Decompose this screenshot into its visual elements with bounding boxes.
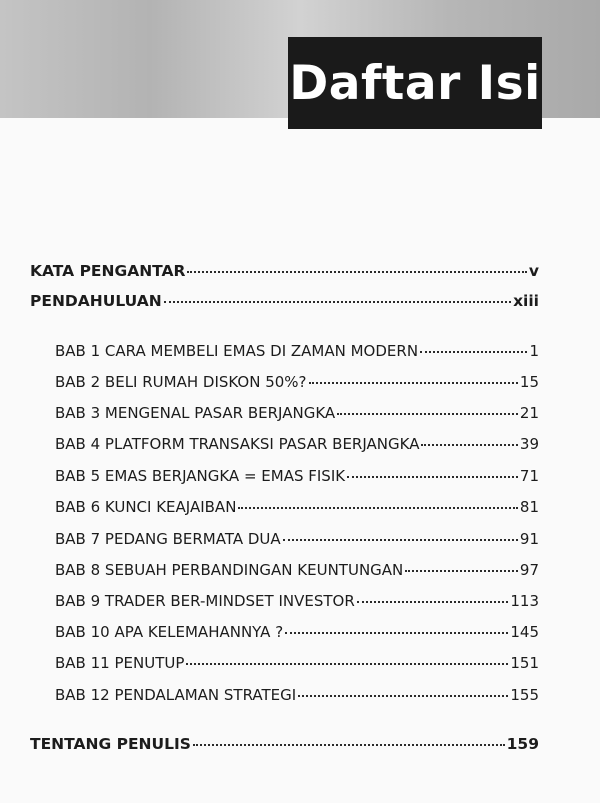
- toc-entry-label: KATA PENGANTAR: [30, 262, 186, 280]
- toc-entry-label: BAB 7 PEDANG BERMATA DUA: [55, 530, 281, 548]
- toc-leader-dots: [421, 444, 517, 446]
- toc-leader-dots: [186, 663, 508, 665]
- toc-entry-bab-5: [55, 467, 539, 495]
- toc-entry-page: 97: [519, 561, 539, 579]
- toc-leader-dots: [309, 382, 518, 384]
- toc-entry-label: BAB 10 APA KELEMAHANNYA ?: [55, 623, 284, 641]
- toc-entry-bab-12: [55, 686, 539, 714]
- toc-entry-pendahuluan: [30, 292, 539, 320]
- toc-entry-label: BAB 9 TRADER BER-MINDSET INVESTOR: [55, 592, 355, 610]
- toc-entry-page: 151: [510, 654, 539, 672]
- toc-entry-page: 159: [506, 735, 539, 753]
- toc-entry-bab-2: [55, 373, 539, 401]
- toc-entry-label: BAB 2 BELI RUMAH DISKON 50%?: [55, 373, 307, 391]
- toc-leader-dots: [283, 539, 518, 541]
- toc-entry-bab-9: [55, 592, 539, 620]
- toc-entry-page: 39: [519, 435, 539, 453]
- toc-entry-label: BAB 5 EMAS BERJANGKA = EMAS FISIK: [55, 467, 346, 485]
- toc-leader-dots: [164, 301, 511, 303]
- toc-leader-dots: [405, 570, 518, 572]
- toc-entry-bab-8: [55, 561, 539, 589]
- toc-entry-bab-3: [55, 404, 539, 432]
- page-title: Daftar Isi: [289, 55, 541, 111]
- toc-entry-bab-10: [55, 623, 539, 651]
- toc-entry-bab-7: [55, 530, 539, 558]
- toc-entry-label: BAB 8 SEBUAH PERBANDINGAN KEUNTUNGAN: [55, 561, 404, 579]
- toc-leader-dots: [420, 351, 527, 353]
- toc-entry-label: BAB 3 MENGENAL PASAR BERJANGKA: [55, 404, 336, 422]
- toc-entry-label: BAB 11 PENUTUP: [55, 654, 185, 672]
- toc-entry-page: 113: [510, 592, 539, 610]
- toc-entry-bab-6: [55, 498, 539, 526]
- toc-entry-bab-4: [55, 435, 539, 463]
- toc-entry-page: 1: [529, 342, 539, 360]
- toc-entry-page: 91: [519, 530, 539, 548]
- toc-entry-page: xiii: [513, 292, 539, 310]
- toc-entry-label: BAB 6 KUNCI KEAJAIBAN: [55, 498, 237, 516]
- toc-entry-tentang-penulis: [30, 735, 539, 763]
- toc-leader-dots: [357, 601, 509, 603]
- toc-entry-label: TENTANG PENULIS: [30, 735, 191, 753]
- toc-entry-page: 15: [519, 373, 539, 391]
- toc-leader-dots: [298, 695, 508, 697]
- toc-entry-page: 155: [510, 686, 539, 704]
- toc-leader-dots: [187, 271, 526, 273]
- toc-entry-label: BAB 1 CARA MEMBELI EMAS DI ZAMAN MODERN: [55, 342, 419, 360]
- toc-leader-dots: [347, 476, 518, 478]
- toc-leader-dots: [238, 507, 517, 509]
- toc-entry-bab-11: [55, 654, 539, 682]
- toc-entry-page: v: [528, 262, 539, 280]
- toc-entry-page: 145: [510, 623, 539, 641]
- toc-entry-label: PENDAHULUAN: [30, 292, 162, 310]
- toc-entry-bab-1: [55, 342, 539, 370]
- toc-entry-page: 21: [519, 404, 539, 422]
- toc-leader-dots: [285, 632, 508, 634]
- toc-entry-kata-pengantar: [30, 262, 539, 290]
- title-box: [288, 37, 542, 129]
- toc-entry-label: BAB 12 PENDALAMAN STRATEGI: [55, 686, 297, 704]
- toc-entry-page: 81: [519, 498, 539, 516]
- toc-leader-dots: [337, 413, 518, 415]
- toc-leader-dots: [193, 744, 505, 746]
- toc-entry-label: BAB 4 PLATFORM TRANSAKSI PASAR BERJANGKA: [55, 435, 420, 453]
- toc-entry-page: 71: [519, 467, 539, 485]
